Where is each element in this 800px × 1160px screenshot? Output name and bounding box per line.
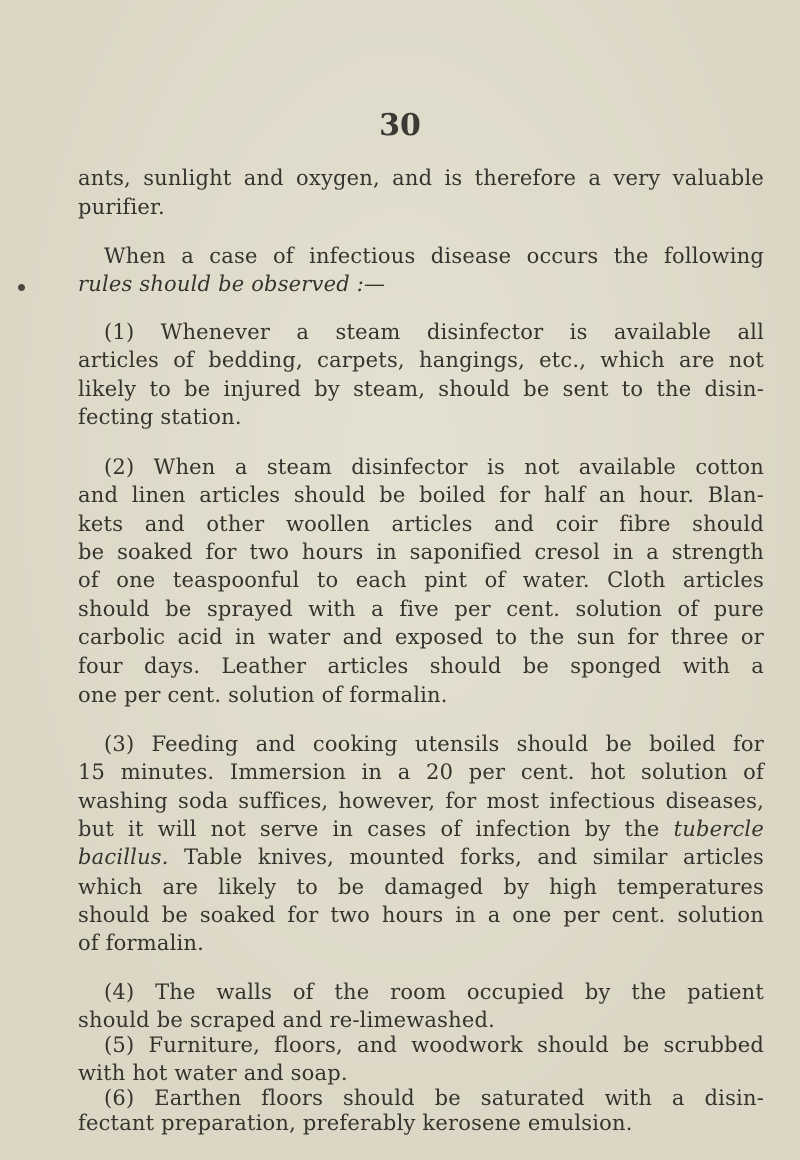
- text-line: washing soda suffices, however, for most infectious diseases,: [78, 789, 764, 813]
- text-line: of one teaspoonful to each pint of water. Cloth articles: [78, 568, 764, 592]
- italic-term: tubercle: [673, 817, 764, 841]
- text-line: (2) When a steam disinfector is not available cotton: [104, 455, 764, 479]
- text-line: and linen articles should be boiled for half an hour. Blan-: [78, 483, 764, 507]
- text-line: ants, sunlight and oxygen, and is therefore a very valuable: [78, 166, 764, 190]
- text-line: rules should be observed :—: [78, 272, 386, 296]
- text-line: which are likely to be damaged by high temperatures: [78, 875, 764, 899]
- text-line: (5) Furniture, floors, and woodwork should be scrubbed: [104, 1033, 764, 1057]
- text-line: fectant preparation, preferably kerosene emulsion.: [78, 1111, 633, 1135]
- text-line: be soaked for two hours in saponified cresol in a strength: [78, 540, 764, 564]
- text-line: (6) Earthen floors should be saturated with a disin-: [104, 1086, 764, 1110]
- text-line: one per cent. solution of formalin.: [78, 683, 448, 707]
- text-line: four days. Leather articles should be sponged with a: [78, 654, 764, 678]
- text-line: 15 minutes. Immersion in a 20 per cent. hot solution of: [78, 760, 764, 784]
- text-line: carbolic acid in water and exposed to the sun for three or: [78, 625, 764, 649]
- text-segment: but it will not serve in cases of infection by the: [78, 817, 660, 841]
- text-line: should be sprayed with a five per cent. solution of pure: [78, 597, 764, 621]
- page-number: 30: [379, 108, 421, 143]
- italic-term: bacillus.: [78, 845, 169, 869]
- text-line: fecting station.: [78, 405, 242, 429]
- text-line: (1) Whenever a steam disinfector is available all: [104, 320, 764, 344]
- text-line: likely to be injured by steam, should be sent to the disin-: [78, 377, 764, 401]
- text-line: should be soaked for two hours in a one per cent. solution: [78, 903, 764, 927]
- ink-spot: [18, 284, 25, 291]
- text-line: When a case of infectious disease occurs the following: [104, 244, 764, 268]
- text-line: (3) Feeding and cooking utensils should be boiled for: [104, 732, 764, 756]
- text-line: purifier.: [78, 195, 165, 219]
- text-line: of formalin.: [78, 931, 205, 955]
- text-line: (4) The walls of the room occupied by the patient: [104, 980, 764, 1004]
- text-segment: Table knives, mounted forks, and similar articles: [184, 845, 764, 869]
- text-line: articles of bedding, carpets, hangings, etc., which are not: [78, 348, 764, 372]
- text-line: [78, 844, 764, 870]
- text-line: should be scraped and re-limewashed.: [78, 1008, 495, 1032]
- text-line: with hot water and soap.: [78, 1061, 348, 1085]
- text-line: [78, 816, 764, 842]
- text-line: kets and other woollen articles and coir fibre should: [78, 512, 764, 536]
